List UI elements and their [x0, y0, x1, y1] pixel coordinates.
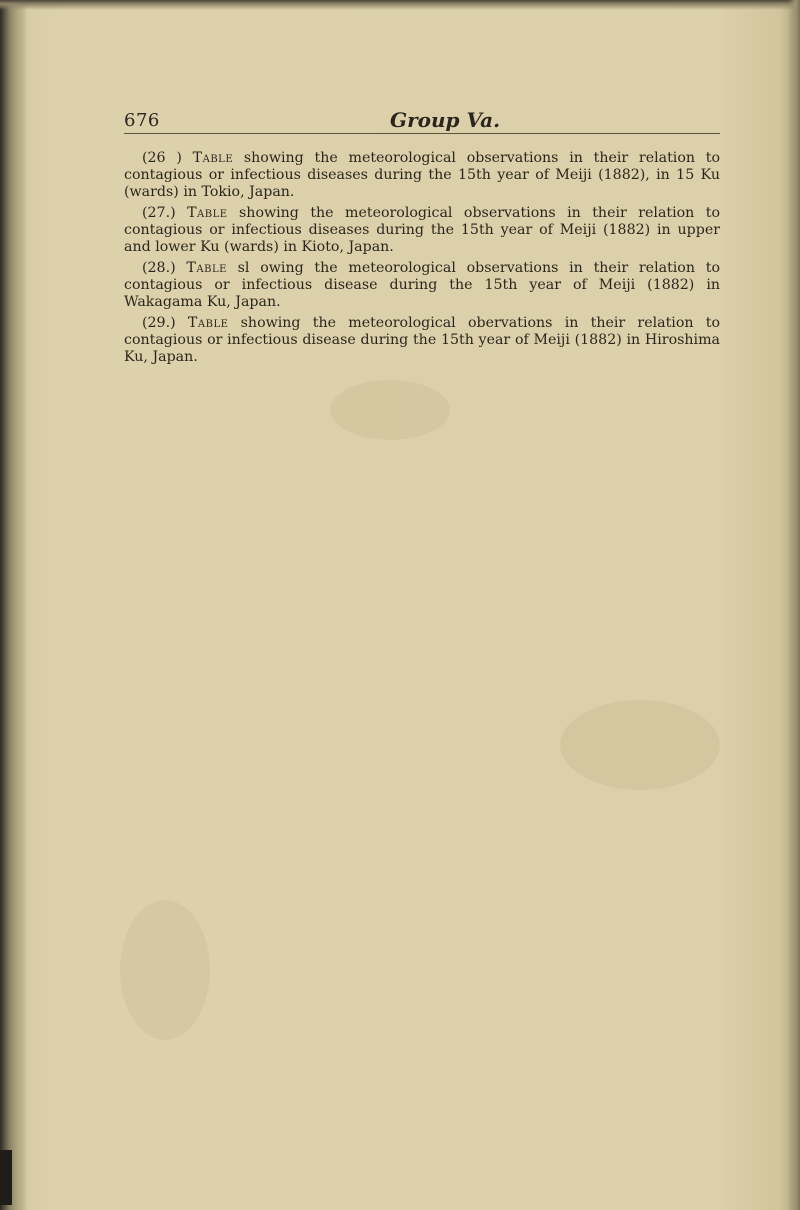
entry-text: showing the meteorological obervations in their relation to contagious or infectious disease during the 15th year of Meiji (1882) in Hiroshima Ku, Japan.: [124, 315, 721, 365]
header-rule: [124, 133, 720, 134]
entry-number: (29.): [142, 315, 176, 331]
entry-text: sl owing the meteorological observations in their relation to contagious or infectious disease during the 15th year of Meiji (1882) in Wakagama Ku, Japan.: [124, 260, 720, 310]
entry-keyword: Table: [192, 150, 234, 166]
entry-keyword: Table: [187, 315, 229, 331]
entry-text: showing the meteorological observations in their relation to contagious or infectious diseases during the 15th year of Meiji (1882) in upper and lower Ku (wards) in Kioto, Japan.: [124, 205, 721, 255]
paper-stain: [560, 700, 720, 790]
entry-number: (28.): [142, 260, 176, 276]
entry-text: showing the meteorological observations in their relation to contagious or infectious diseases during the 15th year of Meiji (1882), in 15 Ku (wards) in Tokio, Japan.: [124, 150, 721, 200]
entry-26: [124, 150, 720, 201]
running-head: [124, 106, 720, 134]
paper-stain: [120, 900, 210, 1040]
right-page-edge: [788, 0, 800, 1210]
page-number: 676: [124, 110, 160, 131]
entry-number: (27.): [142, 205, 176, 221]
book-binding-shadow: [0, 0, 28, 1210]
spine-mark: [0, 1150, 12, 1205]
entry-list: [124, 150, 720, 366]
paper-stain: [330, 380, 450, 440]
entry-keyword: Table: [186, 260, 227, 276]
top-page-edge: [0, 0, 800, 10]
entry-keyword: Table: [187, 205, 228, 221]
entry-27: [124, 205, 720, 256]
entry-29: [124, 315, 720, 366]
page-content: [124, 106, 720, 370]
group-title: Group Va.: [390, 108, 501, 132]
entry-28: [124, 260, 720, 311]
entry-number: (26 ): [142, 150, 182, 166]
